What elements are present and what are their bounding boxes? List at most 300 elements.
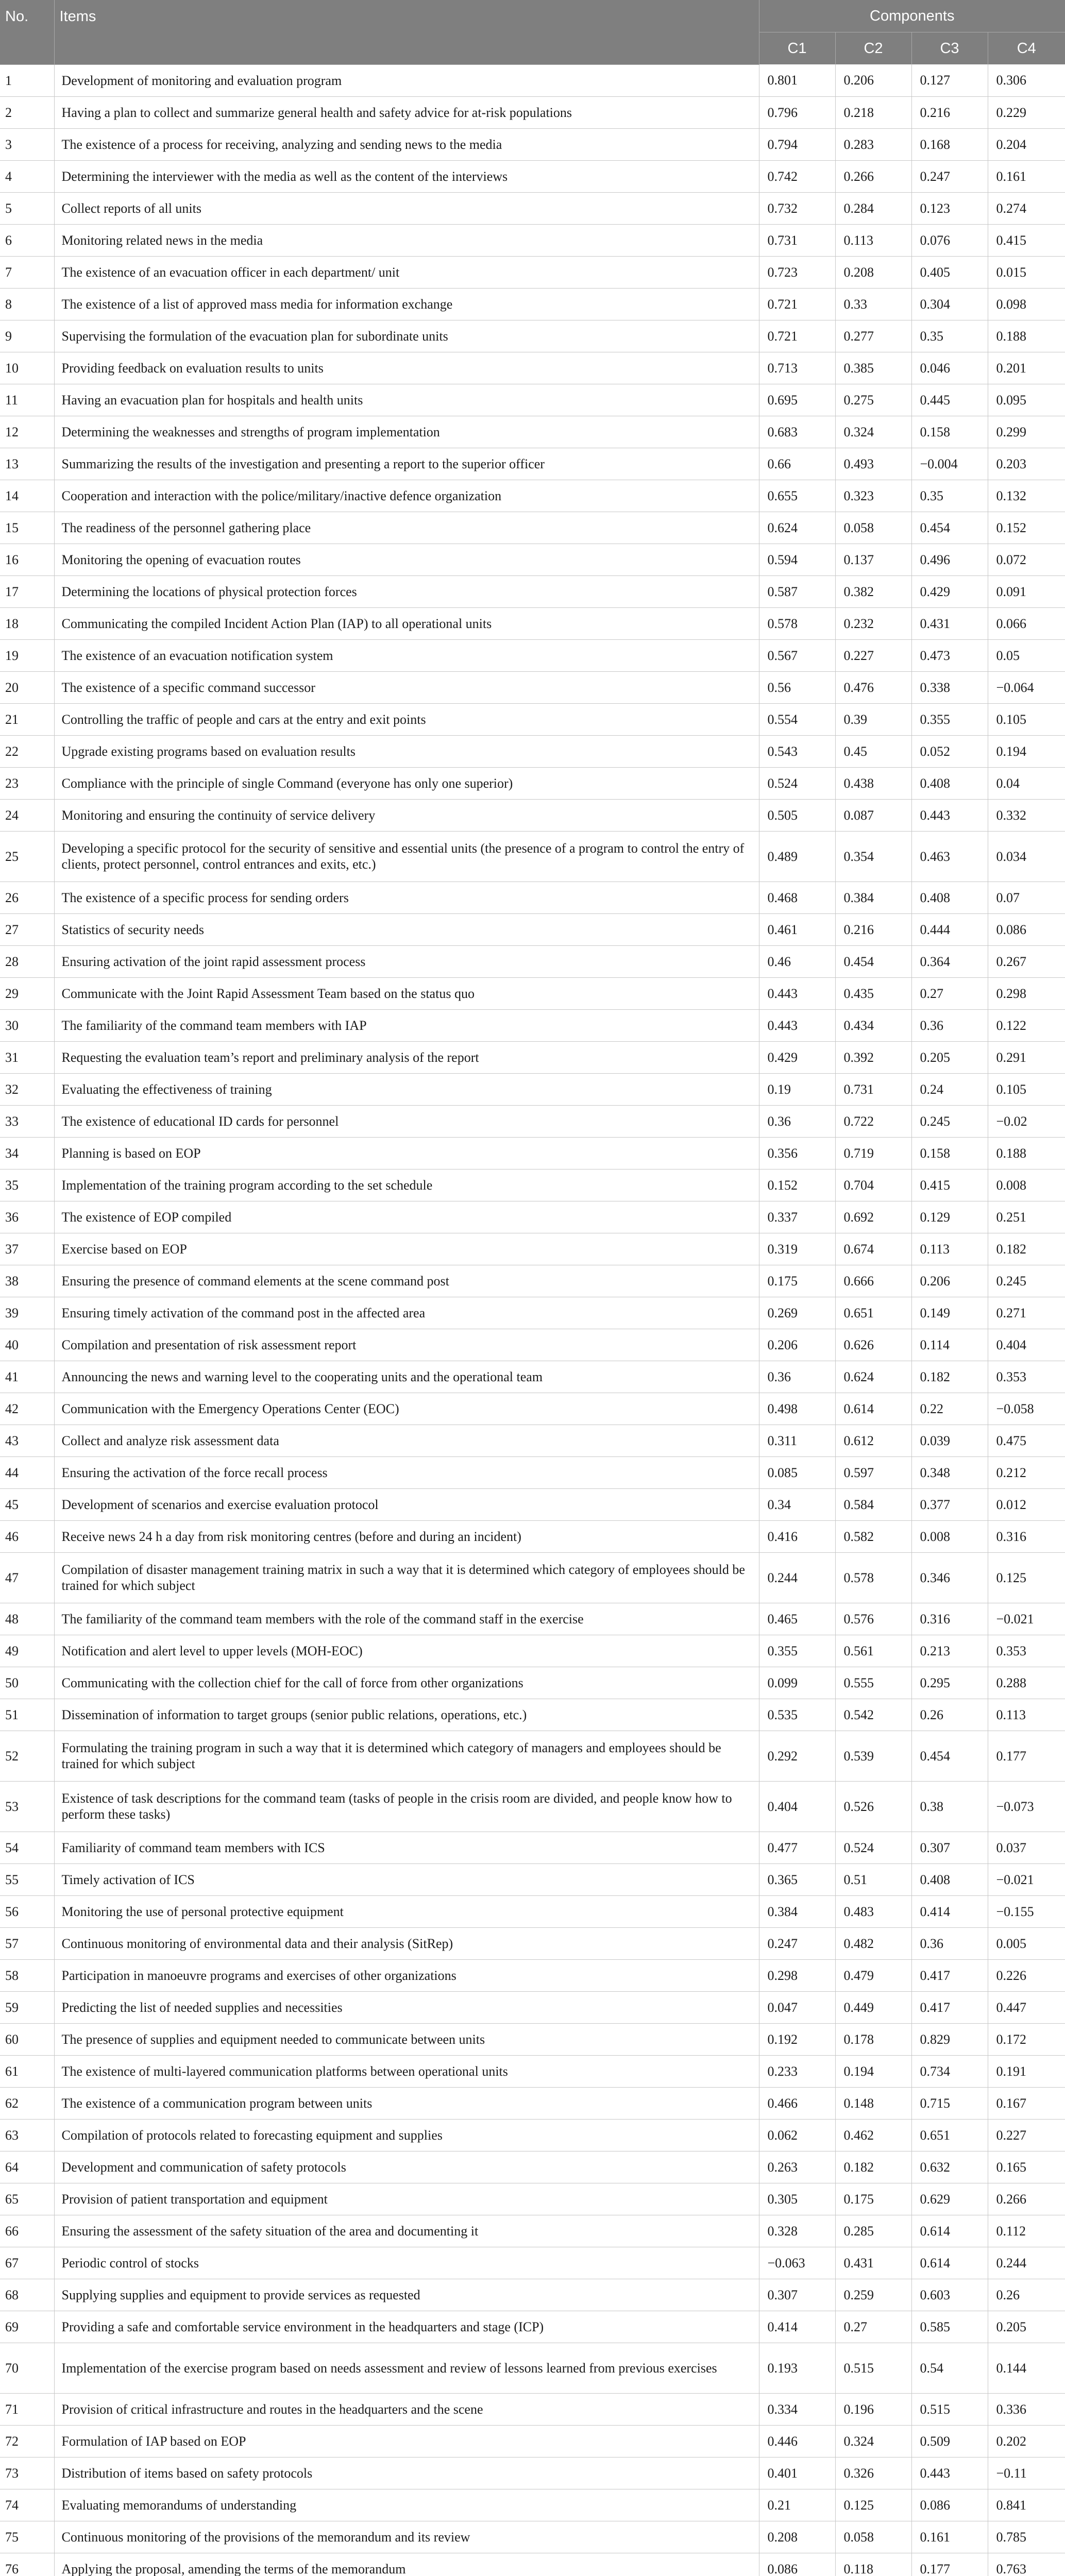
- row-number: 15: [0, 512, 54, 544]
- row-item: Communicating with the collection chief for the call of force from other organizations: [54, 1667, 759, 1699]
- table-row: [0, 671, 1065, 703]
- table-body: [0, 64, 1065, 2576]
- row-number: 19: [0, 639, 54, 671]
- row-c1: 0.489: [759, 831, 835, 882]
- row-c2: 0.434: [835, 1009, 911, 1041]
- row-number: 53: [0, 1781, 54, 1832]
- header-c2: C2: [835, 32, 911, 65]
- table-row: [0, 1456, 1065, 1488]
- table-row: [0, 1488, 1065, 1520]
- row-c4: −0.058: [988, 1393, 1065, 1425]
- row-c4: 0.763: [988, 2553, 1065, 2576]
- row-c3: 0.408: [911, 882, 988, 913]
- row-item: Ensuring activation of the joint rapid assessment process: [54, 945, 759, 977]
- row-item: Having a plan to collect and summarize general health and safety advice for at-risk populations: [54, 96, 759, 128]
- row-item: The existence of an evacuation officer in each department/ unit: [54, 256, 759, 288]
- row-c4: 0.415: [988, 224, 1065, 256]
- row-c3: 0.629: [911, 2183, 988, 2215]
- table-row: [0, 192, 1065, 224]
- row-c3: −0.004: [911, 448, 988, 480]
- row-item: Collect reports of all units: [54, 192, 759, 224]
- table-row: [0, 2425, 1065, 2457]
- row-c1: 0.543: [759, 735, 835, 767]
- row-item: The familiarity of the command team members with IAP: [54, 1009, 759, 1041]
- row-c4: −0.02: [988, 1105, 1065, 1137]
- table-row: [0, 448, 1065, 480]
- row-c1: 0.263: [759, 2151, 835, 2183]
- row-c1: 0.466: [759, 2087, 835, 2119]
- row-item: The readiness of the personnel gathering place: [54, 512, 759, 544]
- row-c1: 0.477: [759, 1832, 835, 1863]
- row-number: 66: [0, 2215, 54, 2247]
- row-c3: 0.26: [911, 1699, 988, 1731]
- row-c1: 0.66: [759, 448, 835, 480]
- row-c2: 0.324: [835, 2425, 911, 2457]
- row-c3: 0.829: [911, 2023, 988, 2055]
- row-item: Monitoring and ensuring the continuity of service delivery: [54, 799, 759, 831]
- row-c4: 0.205: [988, 2311, 1065, 2343]
- row-number: 73: [0, 2457, 54, 2489]
- row-c1: 0.36: [759, 1105, 835, 1137]
- table-row: [0, 1105, 1065, 1137]
- row-c1: 0.356: [759, 1137, 835, 1169]
- row-c2: 0.614: [835, 1393, 911, 1425]
- row-number: 4: [0, 160, 54, 192]
- row-item: Planning is based on EOP: [54, 1137, 759, 1169]
- row-item: The familiarity of the command team members with the role of the command staff in the exercise: [54, 1603, 759, 1635]
- table-row: [0, 2247, 1065, 2279]
- row-c4: 0.037: [988, 1832, 1065, 1863]
- row-item: Determining the locations of physical protection forces: [54, 575, 759, 607]
- row-c4: 0.404: [988, 1329, 1065, 1361]
- row-c4: 0.161: [988, 160, 1065, 192]
- row-c2: 0.582: [835, 1520, 911, 1552]
- row-c1: 0.047: [759, 1991, 835, 2023]
- row-c1: 0.311: [759, 1425, 835, 1456]
- row-number: 6: [0, 224, 54, 256]
- row-number: 50: [0, 1667, 54, 1699]
- row-c3: 0.415: [911, 1169, 988, 1201]
- row-c3: 0.245: [911, 1105, 988, 1137]
- table-row: [0, 1233, 1065, 1265]
- row-c2: 0.51: [835, 1863, 911, 1895]
- row-c1: 0.713: [759, 352, 835, 384]
- row-c4: 0.291: [988, 1041, 1065, 1073]
- row-c3: 0.114: [911, 1329, 988, 1361]
- row-item: Formulation of IAP based on EOP: [54, 2425, 759, 2457]
- row-number: 40: [0, 1329, 54, 1361]
- row-c2: 0.266: [835, 160, 911, 192]
- row-number: 27: [0, 913, 54, 945]
- table-row: [0, 2055, 1065, 2087]
- row-number: 31: [0, 1041, 54, 1073]
- row-c2: 0.651: [835, 1297, 911, 1329]
- row-c1: 0.655: [759, 480, 835, 512]
- row-c3: 0.086: [911, 2489, 988, 2521]
- row-item: Communication with the Emergency Operations Center (EOC): [54, 1393, 759, 1425]
- row-item: Receive news 24 h a day from risk monitoring centres (before and during an incident): [54, 1520, 759, 1552]
- row-c1: 0.461: [759, 913, 835, 945]
- table-row: [0, 1009, 1065, 1041]
- row-c4: 0.203: [988, 448, 1065, 480]
- row-c1: 0.732: [759, 192, 835, 224]
- row-c3: 0.247: [911, 160, 988, 192]
- row-c1: 0.208: [759, 2521, 835, 2553]
- row-c1: 0.298: [759, 1959, 835, 1991]
- row-c4: 0.034: [988, 831, 1065, 882]
- row-c1: 0.269: [759, 1297, 835, 1329]
- row-c4: 0.26: [988, 2279, 1065, 2311]
- row-number: 52: [0, 1731, 54, 1781]
- table-row: [0, 96, 1065, 128]
- table-row: [0, 1731, 1065, 1781]
- row-c2: 0.196: [835, 2393, 911, 2425]
- row-c1: 0.429: [759, 1041, 835, 1073]
- row-c2: 0.561: [835, 1635, 911, 1667]
- row-c1: 0.19: [759, 1073, 835, 1105]
- row-c4: 0.005: [988, 1927, 1065, 1959]
- row-c4: 0.105: [988, 703, 1065, 735]
- row-c1: 0.21: [759, 2489, 835, 2521]
- row-c4: 0.475: [988, 1425, 1065, 1456]
- row-c3: 0.22: [911, 1393, 988, 1425]
- table-row: [0, 1361, 1065, 1393]
- table-row: [0, 1073, 1065, 1105]
- table-row: [0, 1393, 1065, 1425]
- row-c1: 0.468: [759, 882, 835, 913]
- row-c3: 0.509: [911, 2425, 988, 2457]
- row-c4: 0.112: [988, 2215, 1065, 2247]
- row-c4: 0.288: [988, 1667, 1065, 1699]
- row-c4: −0.073: [988, 1781, 1065, 1832]
- table-row: [0, 1520, 1065, 1552]
- row-c3: 0.429: [911, 575, 988, 607]
- row-item: Developing a specific protocol for the security of sensitive and essential units (the presence of a program to control the entry of clients, protect personnel, control entrances and exits, etc.): [54, 831, 759, 882]
- row-number: 71: [0, 2393, 54, 2425]
- row-c1: 0.355: [759, 1635, 835, 1667]
- table-row: [0, 1863, 1065, 1895]
- row-item: Participation in manoeuvre programs and exercises of other organizations: [54, 1959, 759, 1991]
- row-item: Formulating the training program in such a way that it is determined which category of managers and employees should be trained for which subject: [54, 1731, 759, 1781]
- row-item: Continuous monitoring of the provisions of the memorandum and its review: [54, 2521, 759, 2553]
- row-c3: 0.27: [911, 977, 988, 1009]
- row-c2: 0.526: [835, 1781, 911, 1832]
- row-c2: 0.493: [835, 448, 911, 480]
- row-number: 72: [0, 2425, 54, 2457]
- row-c1: 0.505: [759, 799, 835, 831]
- table-row: [0, 735, 1065, 767]
- row-c3: 0.408: [911, 767, 988, 799]
- row-c3: 0.316: [911, 1603, 988, 1635]
- row-c3: 0.443: [911, 2457, 988, 2489]
- row-item: Providing feedback on evaluation results to units: [54, 352, 759, 384]
- row-c4: 0.226: [988, 1959, 1065, 1991]
- table-row: [0, 416, 1065, 448]
- row-c4: 0.271: [988, 1297, 1065, 1329]
- row-c1: 0.305: [759, 2183, 835, 2215]
- row-number: 60: [0, 2023, 54, 2055]
- row-item: Ensuring the assessment of the safety situation of the area and documenting it: [54, 2215, 759, 2247]
- row-c3: 0.161: [911, 2521, 988, 2553]
- row-c2: 0.323: [835, 480, 911, 512]
- row-c3: 0.206: [911, 1265, 988, 1297]
- table-row: [0, 1699, 1065, 1731]
- row-number: 8: [0, 288, 54, 320]
- row-item: The existence of a specific command successor: [54, 671, 759, 703]
- table-row: [0, 2521, 1065, 2553]
- row-c3: 0.123: [911, 192, 988, 224]
- table-row: [0, 1329, 1065, 1361]
- row-number: 44: [0, 1456, 54, 1488]
- row-number: 26: [0, 882, 54, 913]
- row-number: 10: [0, 352, 54, 384]
- table-row: [0, 2279, 1065, 2311]
- row-c4: 0.785: [988, 2521, 1065, 2553]
- row-c4: 0.172: [988, 2023, 1065, 2055]
- row-number: 18: [0, 607, 54, 639]
- row-number: 62: [0, 2087, 54, 2119]
- row-c4: 0.177: [988, 1731, 1065, 1781]
- row-item: Collect and analyze risk assessment data: [54, 1425, 759, 1456]
- row-number: 29: [0, 977, 54, 1009]
- row-c4: 0.244: [988, 2247, 1065, 2279]
- row-item: Continuous monitoring of environmental data and their analysis (SitRep): [54, 1927, 759, 1959]
- row-c2: 0.113: [835, 224, 911, 256]
- row-c1: 0.319: [759, 1233, 835, 1265]
- row-c4: 0.201: [988, 352, 1065, 384]
- row-item: Evaluating memorandums of understanding: [54, 2489, 759, 2521]
- row-c4: 0.132: [988, 480, 1065, 512]
- row-c2: 0.454: [835, 945, 911, 977]
- table-row: [0, 2489, 1065, 2521]
- row-number: 25: [0, 831, 54, 882]
- row-number: 56: [0, 1895, 54, 1927]
- row-number: 41: [0, 1361, 54, 1393]
- row-c3: 0.295: [911, 1667, 988, 1699]
- table-row: [0, 224, 1065, 256]
- row-item: Upgrade existing programs based on evaluation results: [54, 735, 759, 767]
- row-number: 12: [0, 416, 54, 448]
- row-c3: 0.046: [911, 352, 988, 384]
- row-c4: 0.188: [988, 320, 1065, 352]
- row-number: 59: [0, 1991, 54, 2023]
- row-item: The existence of an evacuation notification system: [54, 639, 759, 671]
- row-c1: 0.401: [759, 2457, 835, 2489]
- table-row: [0, 2183, 1065, 2215]
- row-c3: 0.364: [911, 945, 988, 977]
- row-c3: 0.417: [911, 1959, 988, 1991]
- row-item: Monitoring the opening of evacuation routes: [54, 544, 759, 575]
- row-item: Provision of patient transportation and equipment: [54, 2183, 759, 2215]
- row-number: 30: [0, 1009, 54, 1041]
- row-item: The presence of supplies and equipment needed to communicate between units: [54, 2023, 759, 2055]
- row-c2: 0.482: [835, 1927, 911, 1959]
- table-row: [0, 767, 1065, 799]
- row-c1: 0.062: [759, 2119, 835, 2151]
- row-item: Timely activation of ICS: [54, 1863, 759, 1895]
- row-c3: 0.603: [911, 2279, 988, 2311]
- table-row: [0, 945, 1065, 977]
- row-item: Evaluating the effectiveness of training: [54, 1073, 759, 1105]
- table-row: [0, 1635, 1065, 1667]
- row-number: 48: [0, 1603, 54, 1635]
- row-item: Existence of task descriptions for the command team (tasks of people in the crisis room are divided, and people know how to perform these tasks): [54, 1781, 759, 1832]
- row-number: 16: [0, 544, 54, 575]
- row-number: 13: [0, 448, 54, 480]
- row-c2: 0.462: [835, 2119, 911, 2151]
- row-c3: 0.205: [911, 1041, 988, 1073]
- row-c2: 0.524: [835, 1832, 911, 1863]
- table-row: [0, 1265, 1065, 1297]
- table-row: [0, 288, 1065, 320]
- row-item: Compliance with the principle of single Command (everyone has only one superior): [54, 767, 759, 799]
- row-c2: 0.666: [835, 1265, 911, 1297]
- row-item: Determining the weaknesses and strengths of program implementation: [54, 416, 759, 448]
- row-number: 61: [0, 2055, 54, 2087]
- row-number: 69: [0, 2311, 54, 2343]
- row-number: 39: [0, 1297, 54, 1329]
- row-c1: 0.723: [759, 256, 835, 288]
- row-c1: 0.587: [759, 575, 835, 607]
- row-c4: 0.191: [988, 2055, 1065, 2087]
- row-item: Supervising the formulation of the evacuation plan for subordinate units: [54, 320, 759, 352]
- row-c1: 0.233: [759, 2055, 835, 2087]
- row-c1: −0.063: [759, 2247, 835, 2279]
- row-c2: 0.435: [835, 977, 911, 1009]
- row-number: 7: [0, 256, 54, 288]
- row-item: Provision of critical infrastructure and routes in the headquarters and the scene: [54, 2393, 759, 2425]
- row-c3: 0.168: [911, 128, 988, 160]
- row-c4: 0.113: [988, 1699, 1065, 1731]
- table-row: [0, 882, 1065, 913]
- row-item: Periodic control of stocks: [54, 2247, 759, 2279]
- row-number: 5: [0, 192, 54, 224]
- row-number: 11: [0, 384, 54, 416]
- table-row: [0, 352, 1065, 384]
- row-c1: 0.46: [759, 945, 835, 977]
- row-item: Development of scenarios and exercise evaluation protocol: [54, 1488, 759, 1520]
- row-c3: 0.473: [911, 639, 988, 671]
- row-item: Determining the interviewer with the media as well as the content of the interviews: [54, 160, 759, 192]
- table-row: [0, 1959, 1065, 1991]
- table-row: [0, 320, 1065, 352]
- row-c3: 0.632: [911, 2151, 988, 2183]
- row-c1: 0.446: [759, 2425, 835, 2457]
- row-c4: 0.091: [988, 575, 1065, 607]
- row-c2: 0.483: [835, 1895, 911, 1927]
- row-c4: −0.155: [988, 1895, 1065, 1927]
- row-c2: 0.476: [835, 671, 911, 703]
- row-item: Cooperation and interaction with the police/military/inactive defence organization: [54, 480, 759, 512]
- row-item: Dissemination of information to target groups (senior public relations, operations, etc.): [54, 1699, 759, 1731]
- row-item: Notification and alert level to upper levels (MOH-EOC): [54, 1635, 759, 1667]
- row-item: Development of monitoring and evaluation program: [54, 64, 759, 96]
- row-c4: −0.11: [988, 2457, 1065, 2489]
- row-number: 47: [0, 1552, 54, 1603]
- table-row: [0, 64, 1065, 96]
- row-c3: 0.614: [911, 2215, 988, 2247]
- row-item: The existence of a communication program between units: [54, 2087, 759, 2119]
- row-c1: 0.34: [759, 1488, 835, 1520]
- table-row: [0, 2215, 1065, 2247]
- row-c2: 0.33: [835, 288, 911, 320]
- row-c1: 0.721: [759, 288, 835, 320]
- row-c2: 0.137: [835, 544, 911, 575]
- row-c1: 0.578: [759, 607, 835, 639]
- row-c4: 0.298: [988, 977, 1065, 1009]
- table-row: [0, 799, 1065, 831]
- row-c3: 0.052: [911, 735, 988, 767]
- row-c4: 0.086: [988, 913, 1065, 945]
- row-c1: 0.244: [759, 1552, 835, 1603]
- row-number: 34: [0, 1137, 54, 1169]
- row-number: 51: [0, 1699, 54, 1731]
- table-row: [0, 1781, 1065, 1832]
- row-c3: 0.417: [911, 1991, 988, 2023]
- row-c3: 0.454: [911, 512, 988, 544]
- row-c2: 0.722: [835, 1105, 911, 1137]
- row-item: Compilation of protocols related to forecasting equipment and supplies: [54, 2119, 759, 2151]
- row-c1: 0.695: [759, 384, 835, 416]
- row-c3: 0.445: [911, 384, 988, 416]
- row-number: 70: [0, 2343, 54, 2393]
- row-c3: 0.039: [911, 1425, 988, 1456]
- row-c3: 0.377: [911, 1488, 988, 1520]
- row-c2: 0.058: [835, 2521, 911, 2553]
- table-row: [0, 2457, 1065, 2489]
- row-c2: 0.259: [835, 2279, 911, 2311]
- row-c4: 0.152: [988, 512, 1065, 544]
- row-c2: 0.542: [835, 1699, 911, 1731]
- row-c4: 0.125: [988, 1552, 1065, 1603]
- row-c4: 0.105: [988, 1073, 1065, 1105]
- row-c2: 0.118: [835, 2553, 911, 2576]
- row-c3: 0.614: [911, 2247, 988, 2279]
- row-item: Applying the proposal, amending the terms of the memorandum: [54, 2553, 759, 2576]
- row-c1: 0.56: [759, 671, 835, 703]
- row-c2: 0.479: [835, 1959, 911, 1991]
- row-c1: 0.742: [759, 160, 835, 192]
- row-number: 28: [0, 945, 54, 977]
- row-c3: 0.734: [911, 2055, 988, 2087]
- row-number: 1: [0, 64, 54, 96]
- table-row: [0, 2343, 1065, 2393]
- row-item: Distribution of items based on safety protocols: [54, 2457, 759, 2489]
- row-number: 55: [0, 1863, 54, 1895]
- row-number: 76: [0, 2553, 54, 2576]
- table-header: [0, 0, 1065, 64]
- row-c4: 0.353: [988, 1361, 1065, 1393]
- header-c3: C3: [911, 32, 988, 65]
- row-number: 75: [0, 2521, 54, 2553]
- table-row: [0, 2023, 1065, 2055]
- row-c1: 0.443: [759, 977, 835, 1009]
- row-item: Having an evacuation plan for hospitals and health units: [54, 384, 759, 416]
- row-c1: 0.416: [759, 1520, 835, 1552]
- row-c3: 0.454: [911, 1731, 988, 1781]
- row-c1: 0.731: [759, 224, 835, 256]
- row-c3: 0.496: [911, 544, 988, 575]
- row-c1: 0.414: [759, 2311, 835, 2343]
- row-c3: 0.355: [911, 703, 988, 735]
- row-c1: 0.404: [759, 1781, 835, 1832]
- table-row: [0, 1991, 1065, 2023]
- table-row: [0, 1297, 1065, 1329]
- row-c4: 0.167: [988, 2087, 1065, 2119]
- row-number: 35: [0, 1169, 54, 1201]
- row-c1: 0.247: [759, 1927, 835, 1959]
- table-row: [0, 607, 1065, 639]
